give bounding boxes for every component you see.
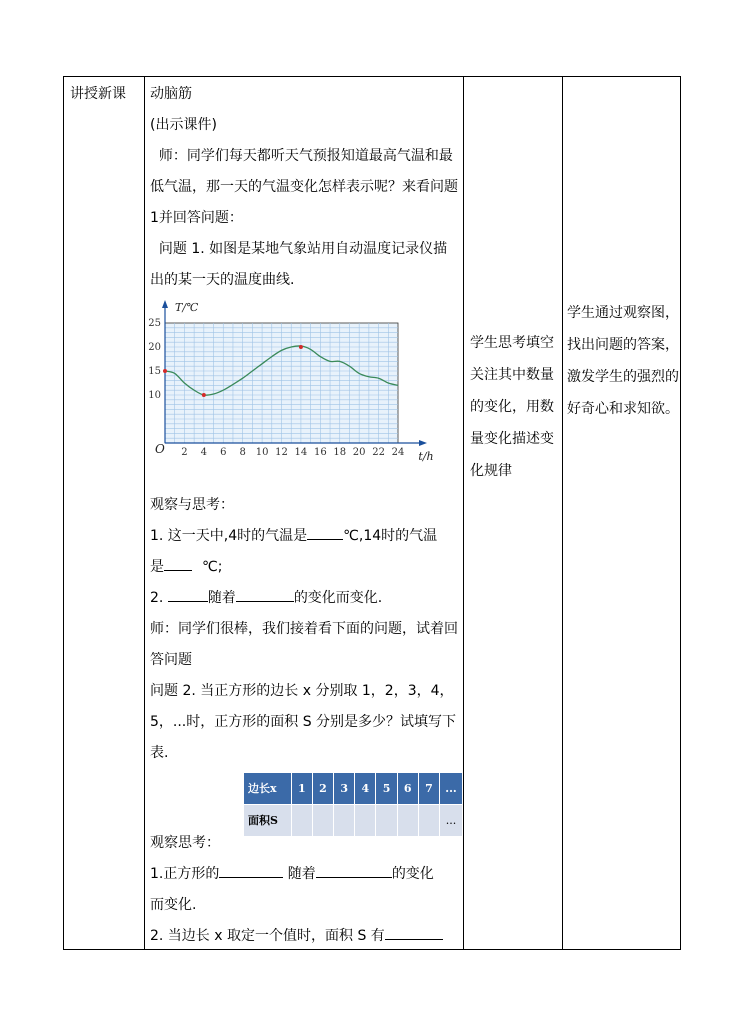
highlight-point: [299, 345, 303, 349]
x-tick-label: 22: [372, 447, 385, 458]
table-header-cell: 4: [355, 773, 376, 805]
x-tick-label: 16: [313, 447, 327, 458]
section-subtitle: (出示课件): [150, 117, 217, 133]
y-axis-arrow: [162, 300, 168, 308]
table-header-cell: 2: [312, 773, 333, 805]
x-tick-label: 24: [391, 447, 405, 458]
observe-1-line-2: [150, 552, 458, 583]
text-span: 1. 这一天中,4时的气温是: [150, 528, 308, 544]
question-2-line: 5，...时，正方形的面积 S 分别是多少？试填写下: [150, 714, 457, 730]
x-tick-label: 8: [239, 447, 246, 458]
fill-blank: [168, 587, 208, 602]
table-header-cell: 3: [334, 773, 355, 805]
x-axis-label: t/h: [418, 450, 434, 463]
x-tick-label: 4: [200, 447, 208, 458]
highlight-point: [163, 369, 167, 373]
table-header-cell: 1: [291, 773, 312, 805]
design-intent-text: 学生通过观察图，找出问题的答案，激发学生的强烈的好奇心和求知欲。: [567, 305, 679, 417]
teacher-line: 答问题: [150, 652, 192, 668]
intro-line: 师：同学们每天都听天气预报知道最高气温和最: [150, 148, 453, 164]
table-cell: 面积S: [244, 805, 292, 837]
content-top: [150, 79, 458, 296]
observe-2-title: 观察思考：: [150, 835, 220, 851]
x-axis-arrow: [419, 440, 427, 446]
content-cell: [145, 77, 463, 949]
design-intent-cell: [563, 77, 681, 949]
observe-1-line-3: [150, 583, 458, 614]
student-activity-text: 学生思考填空关注其中数量的变化，用数量变化描述变化规律: [470, 335, 554, 479]
text-span: 1.正方形的: [150, 866, 220, 882]
temperature-chart: [145, 299, 445, 465]
table-header-row: [244, 773, 463, 805]
row-label: 讲授新课: [70, 86, 126, 102]
text-span: 2. 当边长 x 取定一个值时，面积 S 有: [150, 928, 385, 944]
y-tick-label: 25: [148, 318, 161, 329]
observe-2-line-2: 而变化.: [150, 897, 197, 913]
table-header-cell: ...: [439, 773, 462, 805]
text-span: 是: [150, 559, 164, 575]
text-span: ℃;: [202, 559, 223, 575]
table-header-cell: 6: [397, 773, 418, 805]
text-span: 的变化: [391, 866, 434, 882]
text-span: 2.: [150, 590, 164, 606]
content-observe-2: [150, 828, 443, 952]
y-tick-label: 20: [148, 342, 161, 353]
fill-blank: [164, 556, 192, 571]
x-tick-label: 14: [294, 447, 308, 458]
y-axis-label: T/℃: [175, 301, 199, 314]
observe-1-line-1: [150, 521, 458, 552]
text-span: 的变化而变化.: [293, 590, 383, 606]
x-tick-label: 10: [255, 447, 269, 458]
question-1-line: 问题 1. 如图是某地气象站用自动温度记录仪描: [150, 241, 448, 257]
row-label-cell: [64, 77, 144, 949]
observe-2-line-3: [150, 921, 443, 952]
lesson-table: [63, 76, 681, 950]
table-header-cell: 边长x: [244, 773, 292, 805]
x-tick-label: 18: [333, 447, 347, 458]
content-bottom: [150, 490, 458, 769]
text-span: 随着: [283, 866, 316, 882]
question-1-line: 出的某一天的温度曲线.: [150, 272, 295, 288]
table-cell: ...: [439, 805, 462, 837]
text-span: ℃,14时的气温: [343, 528, 438, 544]
x-tick-label: 12: [275, 447, 288, 458]
intro-line: 1并回答问题：: [150, 210, 243, 226]
student-activity-cell: [464, 77, 562, 949]
question-2-line: 问题 2. 当正方形的边长 x 分别取 1，2，3，4，: [150, 683, 454, 699]
fill-blank: [307, 525, 343, 540]
x-tick-label: 2: [181, 447, 188, 458]
table-header-cell: 5: [376, 773, 397, 805]
y-tick-label: 15: [148, 366, 161, 377]
intro-line: 低气温，那一天的气温变化怎样表示呢？来看问题: [150, 179, 458, 195]
observe-1-title: 观察与思考：: [150, 497, 234, 513]
fill-blank: [316, 863, 392, 878]
fill-blank: [385, 925, 443, 940]
highlight-point: [202, 393, 206, 397]
table-header-cell: 7: [418, 773, 439, 805]
teacher-line: 师：同学们很棒，我们接着看下面的问题，试着回: [150, 621, 458, 637]
y-tick-label: 10: [148, 390, 161, 401]
observe-2-line-1: [150, 859, 443, 890]
fill-blank: [236, 587, 294, 602]
section-title: 动脑筋: [150, 86, 192, 102]
question-2-line: 表.: [150, 745, 169, 761]
origin-label: O: [155, 442, 165, 456]
chart-grid: [165, 323, 398, 443]
fill-blank: [219, 863, 283, 878]
x-tick-label: 20: [352, 447, 366, 458]
x-tick-label: 6: [220, 447, 227, 458]
text-span: 随着: [207, 590, 236, 606]
